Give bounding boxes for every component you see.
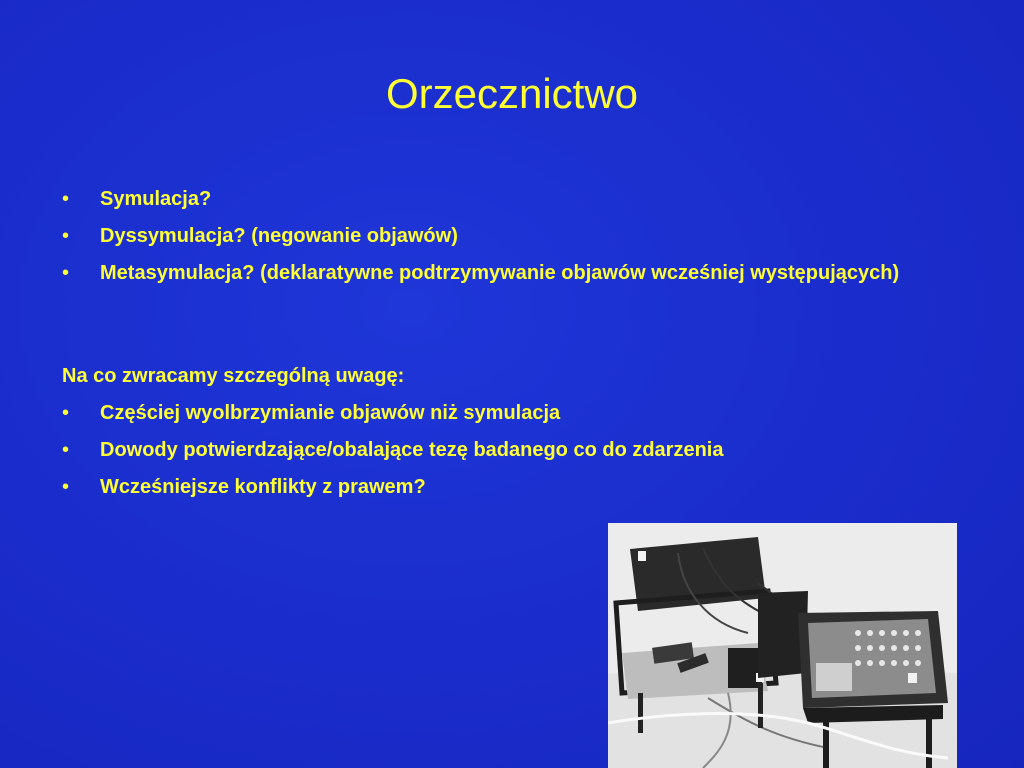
bullet-icon: • (62, 402, 70, 424)
bullet-icon: • (62, 439, 70, 461)
list-item (62, 435, 962, 465)
evidence-photo (608, 523, 957, 768)
list-item-text: Dowody potwierdzające/obalające tezę badanego co do zdarzenia (100, 439, 724, 461)
spacer (62, 295, 962, 361)
section-heading: Na co zwracamy szczególną uwagę: (62, 365, 405, 387)
list-item-text: Częściej wyolbrzymianie objawów niż symulacja (100, 402, 561, 424)
bullet-icon: • (62, 188, 70, 210)
list-item (62, 258, 962, 288)
list-item-text: Symulacja? (100, 188, 212, 210)
list-item-text: Wcześniejsze konflikty z prawem? (100, 476, 426, 498)
list-item (62, 221, 962, 251)
list-item-text: Dyssymulacja? (negowanie objawów) (100, 225, 458, 247)
bullet-icon: • (62, 476, 70, 498)
evidence-photo-icon (608, 523, 957, 768)
bullet-list-1 (62, 184, 962, 288)
bullet-icon: • (62, 225, 70, 247)
slide-title: Orzecznictwo (385, 70, 639, 117)
bullet-icon: • (62, 262, 70, 284)
list-item (62, 398, 962, 428)
slide-body (62, 184, 962, 509)
list-item (62, 184, 962, 214)
list-item (62, 472, 962, 502)
bullet-list-2 (62, 398, 962, 502)
list-item-text: Metasymulacja? (deklaratywne podtrzymywanie objawów wcześniej występujących) (100, 262, 900, 284)
